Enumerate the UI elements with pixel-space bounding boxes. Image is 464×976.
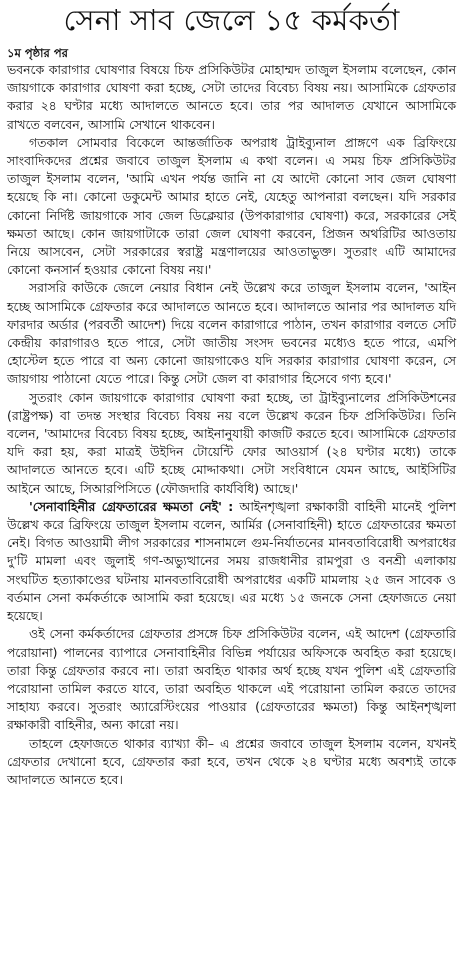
article-body [7,61,456,789]
paragraph [7,61,456,134]
inline-subheading: 'সেনাবাহিনীর গ্রেফতারের ক্ষমতা নেই' : [29,498,234,514]
paragraph-text: সুতরাং কোন জায়গাকে কারাগার ঘোষণা করা হচ্ছে, তা ট্রাইব্যুনালের প্রসিকিউশনের (রাষ্ট্রপক্ষ) বা তদন্ত সংস্থার বিবেচ্য বিষয় নয় বলে উল্লেখ করেন চিফ প্রসিকিউটর। তিনি বলেন, 'আমাদের বিবেচ্য বিষয় হচ্ছে, আইনানুযায়ী কাজটি করতে হবে। আসামিকে গ্রেফতার যদি করা হয়, করা মাত্রই উইদিন টোয়েন্টি ফোর আওয়ার্স (২৪ ঘণ্টার মধ্যে) তাকে আদালতে আনতে হবে। এটি হচ্ছে মোদ্দাকথা। সেটা সংবিধানে যেমন আছে, আইসিটির আইনে আছে, সিআরপিসিতে (ফৌজদারি কার্যবিধি) আছে।' [7,389,456,496]
paragraph-text: ওই সেনা কর্মকর্তাদের গ্রেফতার প্রসঙ্গে চিফ প্রসিকিউটর বলেন, এই আদেশ (গ্রেফতারি পরোয়ানা) পালনের ব্যাপারে সেনাবাহিনীর বিভিন্ন পর্যায়ের অফিসকে অবহিত করা হয়েছে। তারা কিন্তু গ্রেফতার করবে না। তারা অবহিত থাকার অর্থ হচ্ছে যখন পুলিশ এই গ্রেফতারি পরোয়ানা তামিল করতে যাবে, তারা অবহিত থাকলে এই পরোয়ানা তামিল করতে তাদের সাহায্য করবে। সুতরাং অ্যারেস্টিংয়ের পাওয়ার (গ্রেফতারের ক্ষমতা) কিন্তু আইনশৃঙ্খলা রক্ষাকারী বাহিনীর, অন্য কারো নয়। [7,626,456,733]
paragraph-text: গতকাল সোমবার বিকেলে আন্তর্জাতিক অপরাধ ট্রাইব্যুনাল প্রাঙ্গণে এক ব্রিফিংয়ে সাংবাদিকদের প্রশ্নের জবাবে তাজুল ইসলাম এ কথা বলেন। এ সময় চিফ প্রসিকিউটর তাজুল ইসলাম বলেন, 'আমি এখন পর্যন্ত জানি না যে আদৌ কোনো সাব জেল ঘোষণা হয়েছে কি না। কোনো ডকুমেন্ট আমার হাতে নেই, যেহেতু আপনারা বলছেন। যদি সরকার কোনো নির্দিষ্ট জায়গাকে সাব জেল ডিক্লেয়ার (উপকারাগার ঘোষণা) করে, সরকারের সেই ক্ষমতা আছে। কোন জায়গাটাকে তারা জেল ঘোষণা করবেন, প্রিজন অথরিটির আওতায় নিয়ে আসবেন, সেটা সরকারের স্বরাষ্ট্র মন্ত্রণালয়ের আওতাভুক্ত। সুতরাং এটি আমাদের কোনো কনসার্ন হওয়ার কোনো বিষয় নয়।' [7,134,456,278]
paragraph [7,735,456,790]
paragraph-text: ভবনকে কারাগার ঘোষণার বিষয়ে চিফ প্রসিকিউটর মোহাম্মদ তাজুল ইসলাম বলেছেন, কোন জায়গাকে কারাগার ঘোষণা করা হচ্ছে, সেটা তাদের বিবেচ্য বিষয় নয়। আসামিকে গ্রেফতার করার ২৪ ঘণ্টার মধ্যে আদালতে আনতে হবে। তার পর আদালত যেখানে আসামিকে রাখতে বলবেন, আসামি সেখানে থাকবেন। [7,62,456,132]
paragraph [7,134,456,280]
paragraph [7,389,456,498]
paragraph-text: তাহলে হেফাজতে থাকার ব্যাখ্যা কী– এ প্রশ্নের জবাবে তাজুল ইসলাম বলেন, যখনই গ্রেফতার দেখানো হবে, গ্রেফতার করা হবে, তখন থেকে ২৪ ঘণ্টার মধ্যে অবশ্যই তাকে আদালতে আনতে হবে। [7,735,456,787]
paragraph-text: আইনশৃঙ্খলা রক্ষাকারী বাহিনী মানেই পুলিশ উল্লেখ করে ব্রিফিংয়ে তাজুল ইসলাম বলেন, আর্মির (সেনাবাহিনী) হাতে গ্রেফতারের ক্ষমতা নেই। বিগত আওয়ামী লীগ সরকারের শাসনামলে গুম-নির্যাতনের মানবতাবিরোধী অপরাধের দু'টি মামলা এবং জুলাই গণ-অভ্যুত্থানের সময় রাজধানীর রামপুরা ও বনশ্রী এলাকায় সংঘটিত হত্যাকাণ্ডের ঘটনায় মানবতাবিরোধী অপরাধের একটি মামলায় ২৫ জন সাবেক ও বর্তমান সেনা কর্মকর্তাকে আসামি করা হয়েছে। এর মধ্যে ১৫ জনকে সেনা হেফাজতে নেয়া হয়েছে। [7,498,456,624]
paragraph [7,279,456,388]
paragraph [7,625,456,734]
headline: সেনা সাব জেলে ১৫ কর্মকর্তা [63,3,400,37]
paragraph-text: সরাসরি কাউকে জেলে নেয়ার বিধান নেই উল্লেখ করে তাজুল ইসলাম বলেন, 'আইন হচ্ছে আসামিকে গ্রেফতার করে আদালতে আনতে হবে। আদালতে আনার পর আদালত যদি ফারদার অর্ডার (পরবর্তী আদেশ) দিয়ে বলেন কারাগারে পাঠান, তখন কারাগার বলতে সেটি কেন্দ্রীয় কারাগারও হতে পারে, সেটা জাতীয় সংসদ ভবনের মধ্যেও হতে পারে, এমপি হোস্টেল হতে পারে বা অন্য কোনো জায়গাকেও যদি সরকার কারাগার ঘোষণা করেন, সে জায়গায় পাঠানো যেতে পারে। কিন্তু সেটা জেল বা কারাগার হিসেবে গণ্য হবে।' [7,280,456,387]
paragraph [7,498,456,625]
continued-from-page-label: ১ম পৃষ্ঠার পর [7,46,68,60]
